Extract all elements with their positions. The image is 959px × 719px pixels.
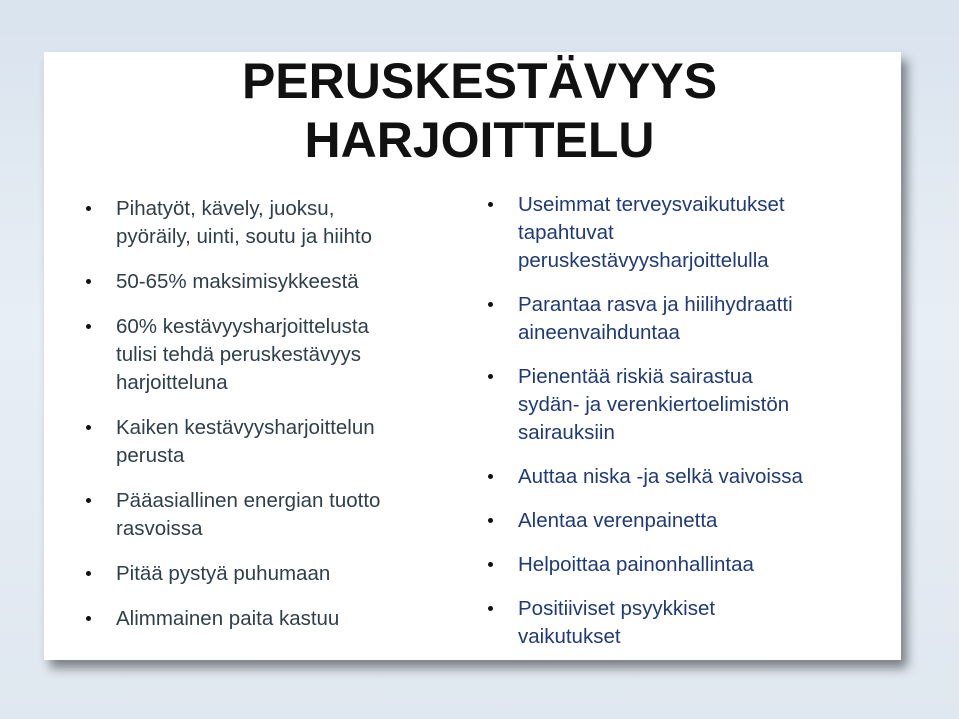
bullet-dot-icon: [86, 206, 91, 211]
list-item-text: Positiiviset psyykkiset vaikutukset: [518, 597, 716, 648]
bullet-dot-icon: [488, 518, 493, 523]
bullet-dot-icon: [488, 302, 493, 307]
left-bullet-list: [84, 195, 424, 650]
right-list-item: [486, 551, 896, 579]
bullet-dot-icon: [86, 279, 91, 284]
bullet-dot-icon: [86, 571, 91, 576]
bullet-dot-icon: [488, 562, 493, 567]
bullet-dot-icon: [86, 425, 91, 430]
list-item-text: 60% kestävyysharjoittelusta tulisi tehdä peruskestävyys harjoitteluna: [116, 315, 369, 394]
list-item-text: Parantaa rasva ja hiilihydraatti aineenvaihduntaa: [518, 293, 793, 344]
list-item-text: Alentaa verenpainetta: [518, 509, 718, 532]
list-item-text: Pihatyöt, kävely, juoksu, pyöräily, uinti, soutu ja hiihto: [116, 197, 373, 248]
bullet-dot-icon: [86, 498, 91, 503]
title-line-2: HARJOITTELU: [304, 112, 655, 168]
slide-title: [0, 52, 959, 170]
right-list-item: [486, 291, 896, 347]
right-list-item: [486, 463, 896, 491]
left-list-item: [84, 487, 424, 543]
bullet-dot-icon: [86, 616, 91, 621]
list-item-text: 50-65% maksimisykkeestä: [116, 270, 359, 293]
list-item-text: Alimmainen paita kastuu: [116, 607, 340, 630]
left-list-item: [84, 268, 424, 296]
bullet-dot-icon: [488, 374, 493, 379]
left-list-item: [84, 414, 424, 470]
list-item-text: Helpoittaa painonhallintaa: [518, 553, 754, 576]
bullet-dot-icon: [488, 202, 493, 207]
title-line-1: PERUSKESTÄVYYS: [241, 53, 718, 109]
bullet-dot-icon: [488, 474, 493, 479]
right-bullet-list: [486, 191, 896, 667]
list-item-text: Pienentää riskiä sairastua sydän- ja verenkiertoelimistön sairauksiin: [518, 365, 790, 444]
left-list-item: [84, 313, 424, 397]
list-item-text: Kaiken kestävyysharjoittelun perusta: [116, 416, 375, 467]
right-list-item: [486, 507, 896, 535]
bullet-dot-icon: [86, 324, 91, 329]
list-item-text: Pitää pystyä puhumaan: [116, 562, 331, 585]
bullet-dot-icon: [488, 606, 493, 611]
right-list-item: [486, 363, 896, 447]
left-list-item: [84, 560, 424, 588]
left-list-item: [84, 195, 424, 251]
left-list-item: [84, 605, 424, 633]
right-list-item: [486, 191, 896, 275]
right-list-item: [486, 595, 896, 651]
list-item-text: Useimmat terveysvaikutukset tapahtuvat peruskestävyysharjoittelulla: [518, 193, 785, 272]
list-item-text: Auttaa niska -ja selkä vaivoissa: [518, 465, 803, 488]
list-item-text: Pääasiallinen energian tuotto rasvoissa: [116, 489, 381, 540]
